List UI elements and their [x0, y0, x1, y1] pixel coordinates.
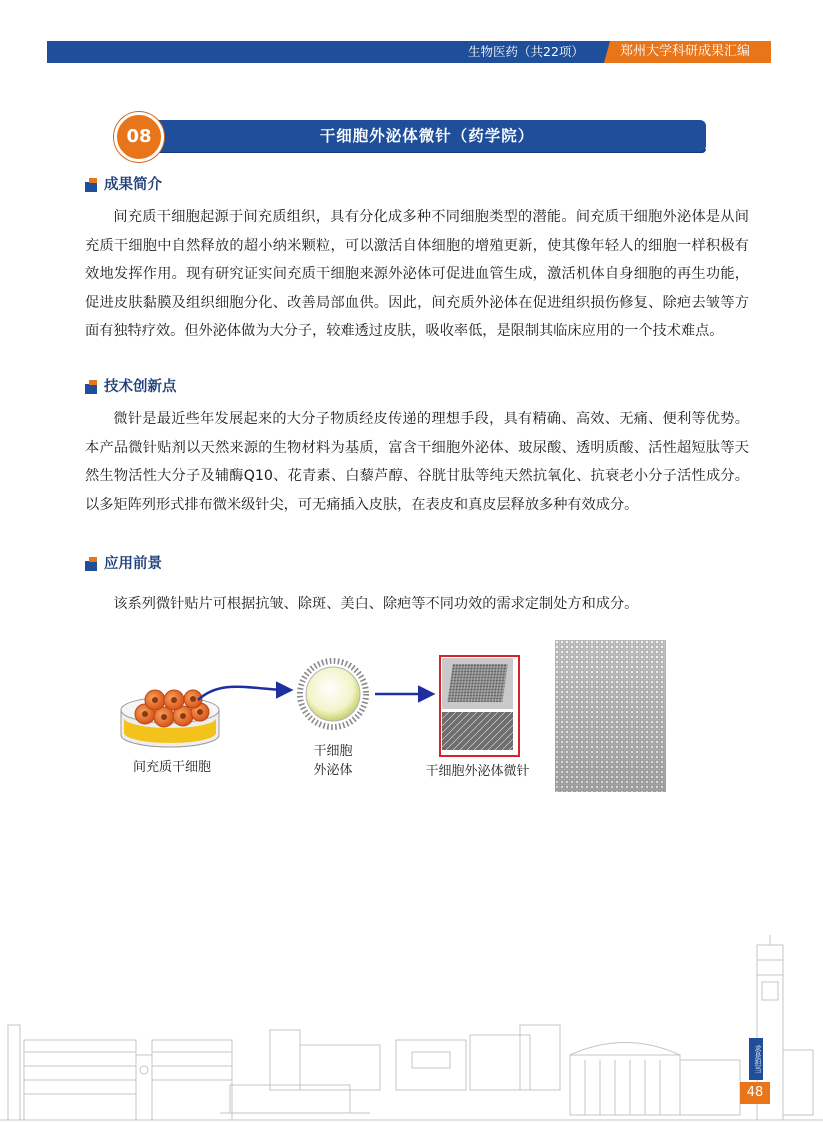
side-tag-text: 求是担当 — [754, 1045, 762, 1073]
microneedle-closeup-photo — [442, 712, 513, 750]
section-number: 08 — [126, 126, 152, 147]
microneedle-surface-photo — [555, 640, 666, 792]
paragraph-innovation: 微针是最近些年发展起来的大分子物质经皮传递的理想手段，具有精确、高效、无痛、便利等优势。本产品微针贴剂以天然来源的生物材料为基质，富含干细胞外泌体、玻尿酸、透明质酸、活性超短肽等天然生物活性大分子及辅酶Q10、花青素、白藜芦醇、谷胱甘肽等纯天然抗氧化、抗衰老小分子活性成分。以多矩阵列形式排布微米级针尖，可无痛插入皮肤，在表皮和真皮层释放多种有效成分。 — [85, 411, 749, 513]
label-exosome-line2: 外泌体 — [313, 763, 353, 778]
header-category: 生物医药（共22项） — [468, 44, 584, 59]
label-microneedle: 干细胞外泌体微针 — [425, 764, 530, 779]
header-book-title: 郑州大学科研成果汇编 — [620, 44, 751, 59]
heading-application: 应用前景 — [104, 556, 162, 572]
label-exosome-line1: 干细胞 — [313, 744, 353, 759]
paragraph-application: 该系列微针贴片可根据抗皱、除斑、美白、除疤等不同功效的需求定制处方和成分。 — [113, 596, 639, 612]
campus-skyline-illustration — [0, 935, 823, 1120]
exosome-icon — [300, 661, 366, 727]
arrow-cells-to-exosome — [198, 687, 290, 700]
page-number: 48 — [746, 1085, 764, 1100]
label-stem-cells: 间充质干细胞 — [132, 760, 211, 775]
heading-innovation: 技术创新点 — [104, 379, 177, 395]
section-title: 干细胞外泌体微针（药学院） — [319, 127, 535, 145]
microneedle-array-image — [447, 664, 507, 702]
paragraph-summary: 间充质干细胞起源于间充质组织，具有分化成多种不同细胞类型的潜能。间充质干细胞外泌体是从间充质干细胞中自然释放的超小纳米颗粒，可以激活自体细胞的增殖更新，使其像年轻人的细胞一样积极有效地发挥作用。现有研究证实间充质干细胞来源外泌体可促进血管生成，激活机体自身细胞的再生功能，促进皮肤黏膜及组织细胞分化、改善局部血供。因此，间充质外泌体在促进组织损伤修复、除疤去皱等方面有独特疗效。但外泌体做为大分子，较难透过皮肤，吸收率低，是限制其临床应用的一个技术难点。 — [85, 209, 749, 339]
heading-summary: 成果简介 — [104, 177, 162, 193]
